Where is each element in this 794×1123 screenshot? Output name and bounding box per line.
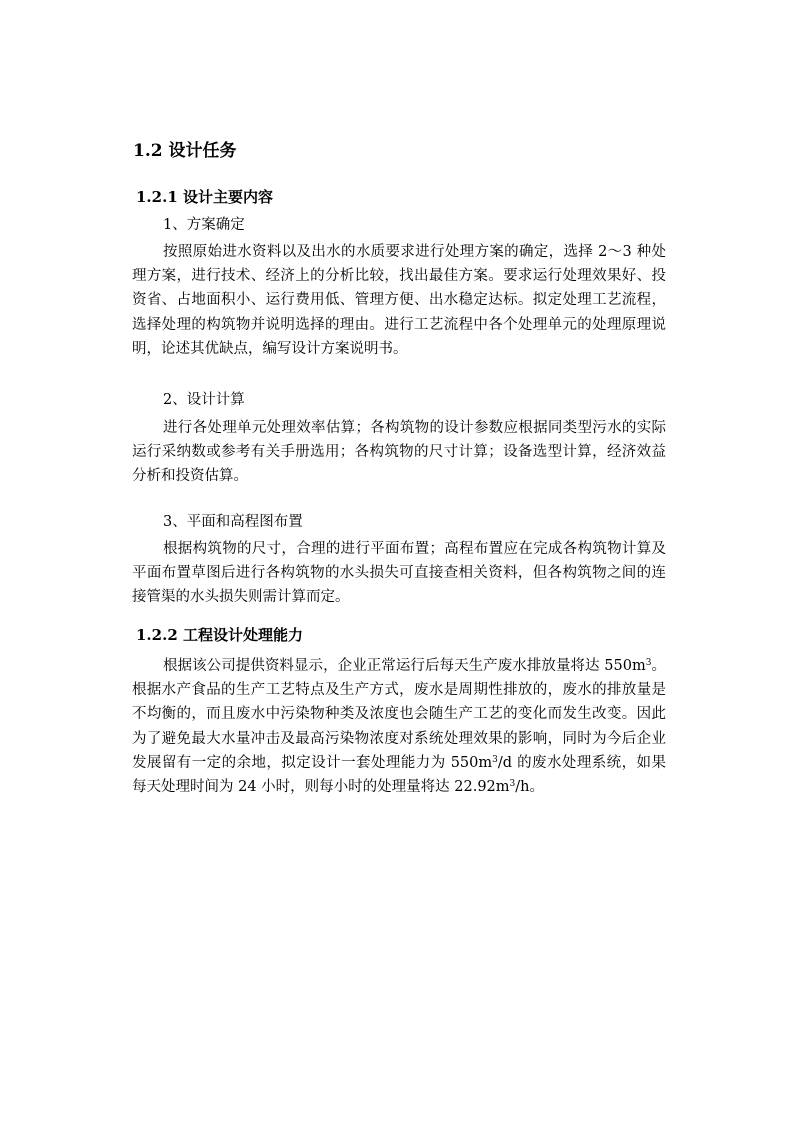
section-title: 1.2 设计任务 (133, 141, 237, 161)
superscript-cubic-2: 3 (492, 754, 498, 765)
paragraph-calculation: 进行各处理单元处理效率估算；各构筑物的设计参数应根据同类型污水的实际运行采纳数或参考有关手册选用；各构筑物的尺寸计算；设备选型计算，经济效益分析和投资估算。 (132, 420, 666, 485)
item-label-calculation: 2、设计计算 (163, 392, 245, 408)
item-label-layout: 3、平面和高程图布置 (163, 514, 303, 530)
superscript-cubic-3: 3 (509, 779, 516, 790)
item-label-scheme: 1、方案确定 (163, 217, 245, 233)
subsection-heading-design-content: 1.2.1 设计主要内容 (136, 188, 273, 206)
superscript-cubic-1: 3 (645, 658, 652, 668)
capacity-text-part-2: 。根据水产食品的生产工艺特点及生产方式，废水是周期性排放的，废水的排放量是不均衡的，而且废水中污染物种类及浓度也会随生产工艺的变化而发生改变。因此为了避免最大水量冲击及最高污染物浓度对系统处理效果的影响，同时为今后企业发展留有一定的余地，拟定设计一套处理能力为 550m (132, 658, 666, 771)
paragraph-capacity (132, 654, 666, 799)
paragraph-scheme: 按照原始进水资料以及出水的水质要求进行处理方案的确定，选择 2～3 种处理方案，进行技术、经济上的分析比较，找出最佳方案。要求运行处理效果好、投资省、占地面积小、运行费用低、管理方便、出水稳定达标。拟定处理工艺流程，选择处理的构筑物并说明选择的理由。进行工艺流程中各个处理单元的处理原理说明，论述其优缺点，编写设计方案说明书。 (132, 244, 666, 357)
capacity-text-part-1: 根据该公司提供资料显示，企业正常运行后每天生产废水排放量将达 550m (163, 658, 646, 674)
capacity-text-part-3: /d 的废水处理系统，如果每天处理时间为 24 小时，则每小时的处理量将达 22.92m (132, 754, 666, 796)
subsection-heading-capacity: 1.2.2 工程设计处理能力 (136, 626, 303, 644)
capacity-text-part-4: /h。 (515, 779, 545, 796)
paragraph-layout: 根据构筑物的尺寸，合理的进行平面布置；高程布置应在完成各构筑物计算及平面布置草图后进行各构筑物的水头损失可直接查相关资料，但各构筑物之间的连接管渠的水头损失则需计算而定。 (132, 541, 666, 606)
